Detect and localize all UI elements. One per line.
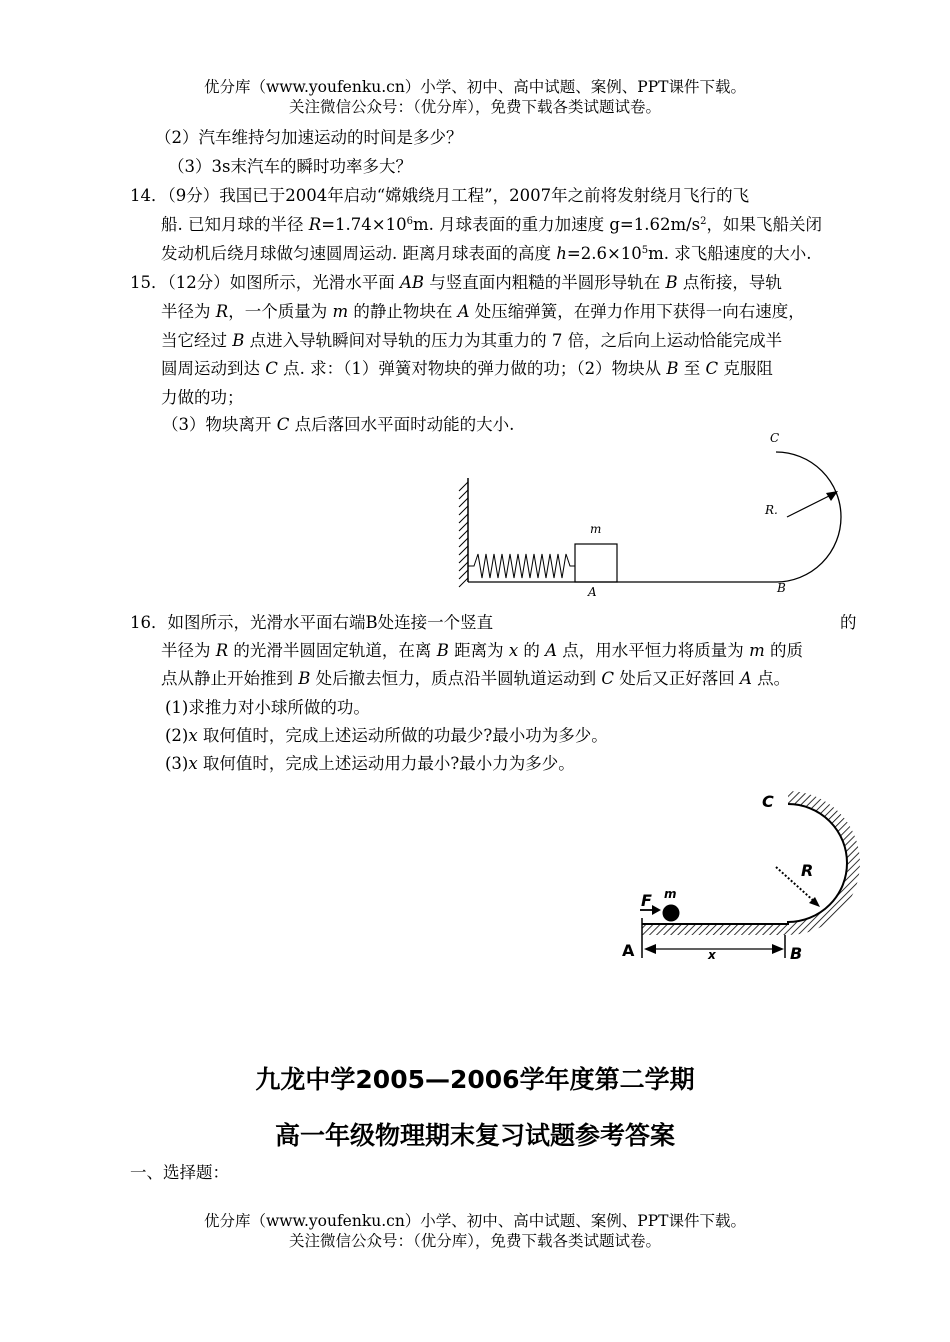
q13-part3: （3）3s末汽车的瞬时功率多大？ <box>168 157 412 176</box>
q16-var-A2: A <box>740 669 752 688</box>
q14-exp-2: 2 <box>700 216 707 227</box>
q15-var-m: m <box>332 302 349 321</box>
q16-var-A: A <box>545 641 558 660</box>
q16-text-2a: 半径为 <box>161 641 216 660</box>
q15-var-C: C <box>265 359 278 378</box>
fig15-label-m: m <box>590 522 602 536</box>
q14-text-3c: m. 求飞船速度的大小. <box>648 244 812 263</box>
distance-arrow-right <box>772 944 784 954</box>
header-line-1: 优分库（www.youfenku.cn）小学、初中、高中试题、案例、PPT课件下载。 <box>203 78 747 96</box>
q15-text-4d: 克服阻 <box>718 359 773 378</box>
fig15-label-c: C <box>770 431 780 445</box>
q14-exp-5: 5 <box>641 245 649 256</box>
q14-number: 14． <box>130 186 168 205</box>
fig16-label-m: m <box>664 887 677 901</box>
q16-line-1-end: 的 <box>840 613 857 632</box>
q15-text-2b: ，一个质量为 <box>228 302 333 321</box>
q14-text-2c: m. 月球表面的重力加速度 g=1.62m/s <box>412 215 701 234</box>
q16-var-C: C <box>601 669 615 688</box>
q16-var-x2: x <box>188 726 198 745</box>
q16-var-m: m <box>749 641 765 660</box>
fig16-label-a: A <box>622 941 635 960</box>
q15-text-4b: 点. 求：（1）弹簧对物块的弹力做的功；（2）物块从 <box>277 359 667 378</box>
fig15-label-b: B <box>777 581 786 595</box>
distance-arrow-left <box>644 944 656 954</box>
q16-text-p2b: 取何值时，完成上述运动所做的功最少?最小功为多少。 <box>197 726 608 745</box>
q15-text-6b: 点后落回水平面时动能的大小. <box>289 415 515 434</box>
q14-exp-6: 6 <box>406 216 413 227</box>
fig16-label-c: C <box>762 792 774 811</box>
q15-text-6a: （3）物块离开 <box>162 415 277 434</box>
q14-text-2d: ，如果飞船关闭 <box>706 215 823 234</box>
q16-text-2b: 的光滑半圆固定轨道，在离 <box>228 641 437 660</box>
force-arrow-head <box>652 905 661 915</box>
q15-var-C2: C <box>705 359 719 378</box>
q14-var-R: R <box>308 215 322 234</box>
q16-text-3a: 点从静止开始推到 <box>161 669 299 688</box>
q16-text-2d: 的 <box>518 641 546 660</box>
q15-text-2a: 半径为 <box>161 302 216 321</box>
fig16-label-b: B <box>790 944 803 963</box>
q16-text-1a: 如图所示，光滑水平面右端B处连接一个竖直 <box>167 613 494 632</box>
q16-var-B: B <box>436 641 449 660</box>
q15-text-3a: 当它经过 <box>161 331 233 350</box>
q14-text-3a: 发动机后绕月球做匀速圆周运动. 距离月球表面的高度 <box>161 244 557 263</box>
q16-part-1: (1)求推力对小球所做的功。 <box>165 698 370 717</box>
q15-var-AB: AB <box>400 273 425 292</box>
q15-var-R: R <box>215 302 229 321</box>
footer-line-2: 关注微信公众号：（优分库），免费下载各类试题试卷。 <box>288 1232 661 1250</box>
q16-var-R: R <box>215 641 229 660</box>
q16-text-3b: 处后撤去恒力，质点沿半圆轨道运动到 <box>310 669 602 688</box>
fig15-label-a: A <box>588 585 597 599</box>
q15-text-2d: 处压缩弹簧，在弹力作用下获得一向右速度， <box>469 302 805 321</box>
q15-var-B: B <box>665 273 678 292</box>
q15-text-2c: 的静止物块在 <box>348 302 458 321</box>
q16-var-x: x <box>508 641 519 660</box>
q15-text-4a: 圆周运动到达 <box>161 359 266 378</box>
footer-line-1: 优分库（www.youfenku.cn）小学、初中、高中试题、案例、PPT课件下载。 <box>203 1212 747 1230</box>
q14-text-1: （9分）我国已于2004年启动“嫦娥绕月工程”，2007年之前将发射绕月飞行的飞 <box>167 186 750 205</box>
q15-line-5: 力做的功； <box>161 388 244 407</box>
q15-var-B3: B <box>666 359 679 378</box>
q15-text-1c: 点衔接，导轨 <box>677 273 782 292</box>
q16-var-B2: B <box>298 669 311 688</box>
q16-var-x3: x <box>188 754 198 773</box>
answer-title-1: 九龙中学2005—2006学年度第二学期 <box>255 1065 695 1094</box>
q14-text-2a: 船. 已知月球的半径 <box>161 215 309 234</box>
q15-number: 15． <box>130 273 168 292</box>
fig16-label-r: R <box>801 861 814 880</box>
q16-text-2c: 距离为 <box>448 641 509 660</box>
fig16-label-f: F <box>641 891 652 910</box>
q16-text-2e: 点，用水平恒力将质量为 <box>557 641 750 660</box>
q13-part2: （2）汽车维持匀加速运动的时间是多少？ <box>155 128 463 147</box>
q15-var-B2: B <box>232 331 245 350</box>
q15-text-4c: 至 <box>678 359 706 378</box>
q16-text-p3a: (3) <box>165 754 189 773</box>
q15-text-3b: 点进入导轨瞬间对导轨的压力为其重力的 7 倍，之后向上运动恰能完成半 <box>244 331 783 350</box>
section-choice: 一、选择题： <box>130 1163 229 1182</box>
q15-text-1a: （12分）如图所示，光滑水平面 <box>167 273 400 292</box>
header-line-2: 关注微信公众号：（优分库），免费下载各类试题试卷。 <box>288 98 661 116</box>
q16-text-3d: 点。 <box>751 669 791 688</box>
q16-text-p3b: 取何值时，完成上述运动用力最小?最小力为多少。 <box>197 754 575 773</box>
q15-var-C3: C <box>276 415 290 434</box>
ball <box>663 905 680 922</box>
q16-text-p2a: (2) <box>165 726 189 745</box>
q14-text-3b: =2.6×10 <box>566 244 642 263</box>
q14-var-h: h <box>556 244 567 263</box>
q16-number: 16． <box>130 613 168 632</box>
fig16-label-x: x <box>708 948 716 962</box>
q14-text-2b: =1.74×10 <box>321 215 407 234</box>
fig15-label-r: R. <box>765 503 778 517</box>
answer-title-2: 高一年级物理期末复习试题参考答案 <box>274 1121 675 1150</box>
q16-text-3c: 处后又正好落回 <box>614 669 741 688</box>
q15-var-A: A <box>457 302 470 321</box>
radius-arrow-head <box>809 897 820 907</box>
q16-text-2f: 的质 <box>764 641 803 660</box>
q15-text-1b: 与竖直面内粗糙的半圆形导轨在 <box>424 273 666 292</box>
